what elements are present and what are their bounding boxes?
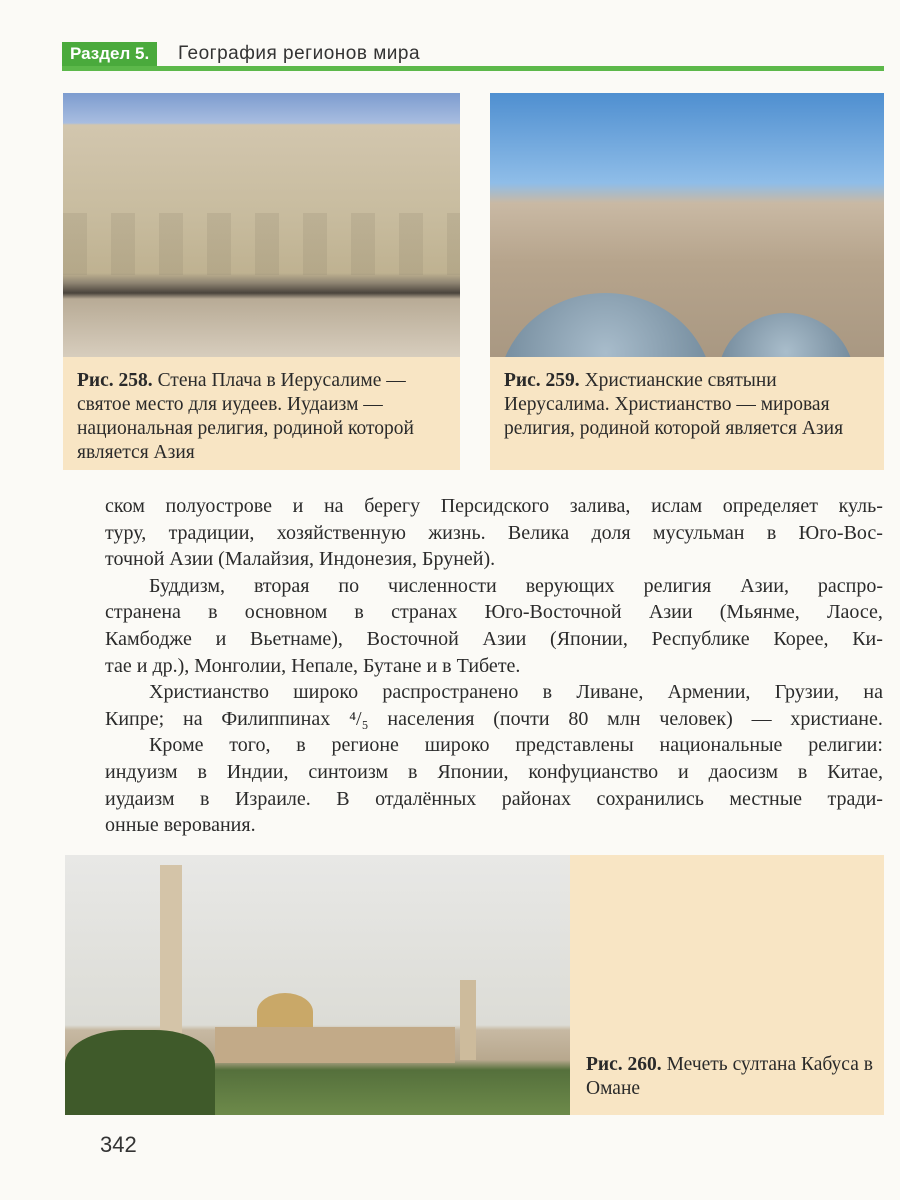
- caption-text: Мечеть султана Кабуса в Омане: [586, 1054, 873, 1099]
- text-line: Буддизм, вторая по численности верующих религия Азии, распро-: [149, 574, 883, 597]
- jerusalem-domes-photo: [490, 93, 884, 357]
- text-line: Кроме того, в регионе широко представлены национальные религии:: [149, 734, 883, 757]
- text-line: Христианство широко распространено в Ливане, Армении, Грузии, на: [149, 681, 883, 704]
- figure-258-caption: [63, 357, 460, 470]
- figure-259-caption: [490, 357, 884, 470]
- caption-text: Христианские святыни Иерусалима. Христианство — мировая религия, родиной которой является Азия: [504, 370, 844, 439]
- text-line: ском полуострове и на берегу Персидского залива, ислам определяет куль-: [105, 495, 883, 517]
- figure-number: Рис. 258.: [77, 370, 153, 391]
- text-line: иудаизм в Израиле. В отдалённых районах сохранились местные тради-: [105, 787, 883, 810]
- section-title: География регионов мира: [178, 43, 421, 64]
- text-line: туру, традиции, хозяйственную жизнь. Велика доля мусульман в Юго-Вос-: [105, 521, 883, 544]
- text-line: Камбодже и Вьетнаме), Восточной Азии (Японии, Республике Корее, Ки-: [105, 627, 883, 650]
- body-text: [105, 493, 883, 839]
- caption-text: Стена Плача в Иерусалиме — святое место для иудеев. Иудаизм — национальная религия, родиной которой является Азия: [77, 370, 414, 463]
- text-line: индуизм в Индии, синтоизм в Японии, конфуцианство и даосизм в Китае,: [105, 760, 883, 783]
- page-number: 342: [100, 1132, 137, 1157]
- figure-number: Рис. 259.: [504, 370, 580, 391]
- text-line: точной Азии (Малайзия, Индонезия, Бруней).: [105, 548, 496, 571]
- text-line: онные верования.: [105, 814, 256, 837]
- text-line: Кипре; на Филиппинах ⁴/₅ населения (почти 80 млн человек) — христиане.: [105, 707, 883, 730]
- text-line: странена в основном в странах Юго-Восточной Азии (Мьянме, Лаосе,: [105, 601, 883, 624]
- sultan-qaboos-mosque-photo: [65, 855, 570, 1115]
- header-rule: [62, 66, 884, 71]
- figure-number: Рис. 260.: [586, 1054, 662, 1075]
- text-line: тае и др.), Монголии, Непале, Бутане и в Тибете.: [105, 654, 521, 677]
- section-label: Раздел 5.: [62, 42, 157, 66]
- figure-260-caption: [570, 855, 884, 1115]
- western-wall-photo: [63, 93, 460, 357]
